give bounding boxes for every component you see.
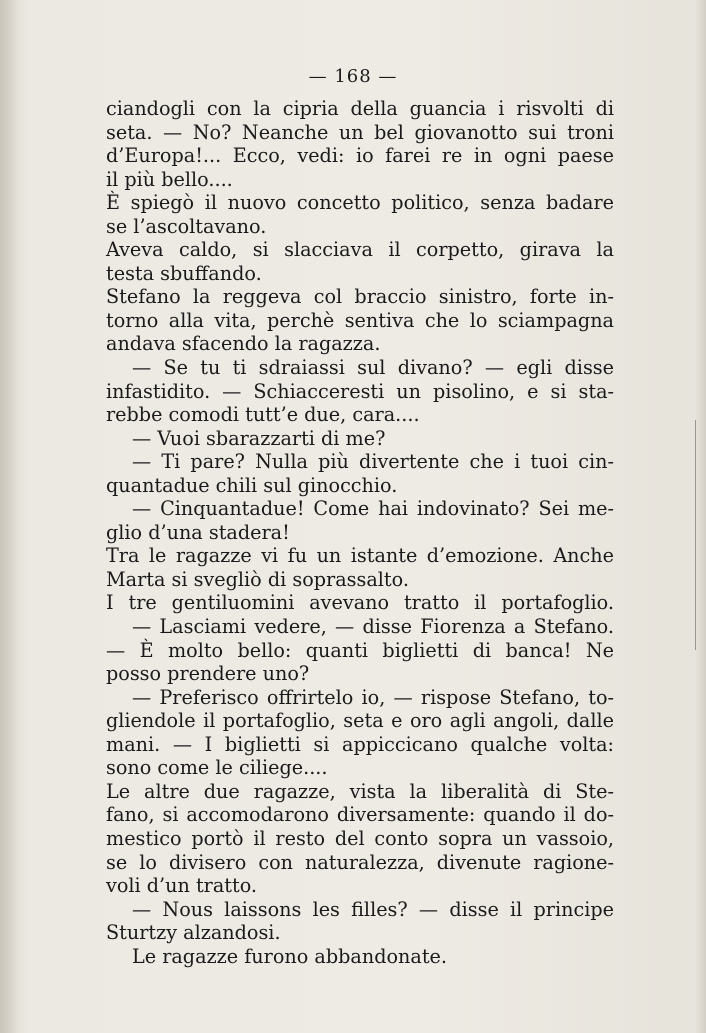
page-edge-shadow [696,0,706,1033]
text-line: — Nous laissons les filles? — disse il principe [132,897,614,921]
text-line: sono come le ciliege.... [106,756,328,780]
text-line: infastidito. — Schiacceresti un pisolino, e si sta- [106,379,614,403]
text-line: mestico portò il resto del conto sopra un vassoio, [106,826,614,850]
spine-shadow [0,0,18,1033]
page-number: — 168 — [308,66,398,87]
text-line: — Ti pare? Nulla più divertente che i tuoi cin- [132,450,614,474]
text-line: mani. — I biglietti si appiccicano qualche volta: [106,732,614,756]
text-line: seta. — No? Neanche un bel giovanotto sui troni [106,120,614,144]
text-line: glio d’una stadera! [106,520,290,544]
text-line: se l’ascoltavano. [106,214,267,238]
text-line: — Vuoi sbarazzarti di me? [132,426,386,450]
text-line: il più bello.... [106,167,233,191]
text-line: — Preferisco offrirtelo io, — rispose Stefano, to- [132,685,614,709]
text-line: Sturtzy alzandosi. [106,921,281,945]
text-line: d’Europa!... Ecco, vedi: io farei re in ogni paese [106,144,614,168]
text-line: — Se tu ti sdraiassi sul divano? — egli disse [132,356,614,380]
body-text [106,97,614,968]
text-line: testa sbuffando. [106,261,262,285]
text-line: torno alla vita, perchè sentiva che lo sciampagna [106,308,614,332]
text-line: andava sfacendo la ragazza. [106,332,381,356]
text-line: I tre gentiluomini avevano tratto il portafoglio. [106,591,614,615]
text-line: posso prendere uno? [106,662,310,686]
text-line: Le ragazze furono abbandonate. [132,944,447,968]
text-line: — Lasciami vedere, — disse Fiorenza a Stefano. [132,615,614,639]
text-line: Le altre due ragazze, vista la liberalità di Ste- [106,779,614,803]
text-line: gliendole il portafoglio, seta e oro agli angoli, dalle [106,709,614,733]
text-line: quantadue chili sul ginocchio. [106,473,398,497]
text-line: Tra le ragazze vi fu un istante d’emozione. Anche [106,544,614,568]
text-line: Marta si svegliò di soprassalto. [106,567,409,591]
text-line: rebbe comodi tutt’e due, cara.... [106,403,420,427]
text-line: fano, si accomodarono diversamente: quando il do- [106,803,614,827]
text-line: Aveva caldo, si slacciava il corpetto, girava la [106,238,614,262]
page-edge-mark [695,420,696,650]
text-line: Stefano la reggeva col braccio sinistro, forte in- [106,285,614,309]
text-line: voli d’un tratto. [106,874,258,898]
text-line: se lo divisero con naturalezza, divenute ragione- [106,850,614,874]
text-line: — È molto bello: quanti biglietti di banca! Ne [106,638,614,662]
text-line: — Cinquantadue! Come hai indovinato? Sei me- [132,497,614,521]
text-line: ciandogli con la cipria della guancia i risvolti di [106,97,614,120]
text-line: È spiegò il nuovo concetto politico, senza badare [106,191,614,215]
